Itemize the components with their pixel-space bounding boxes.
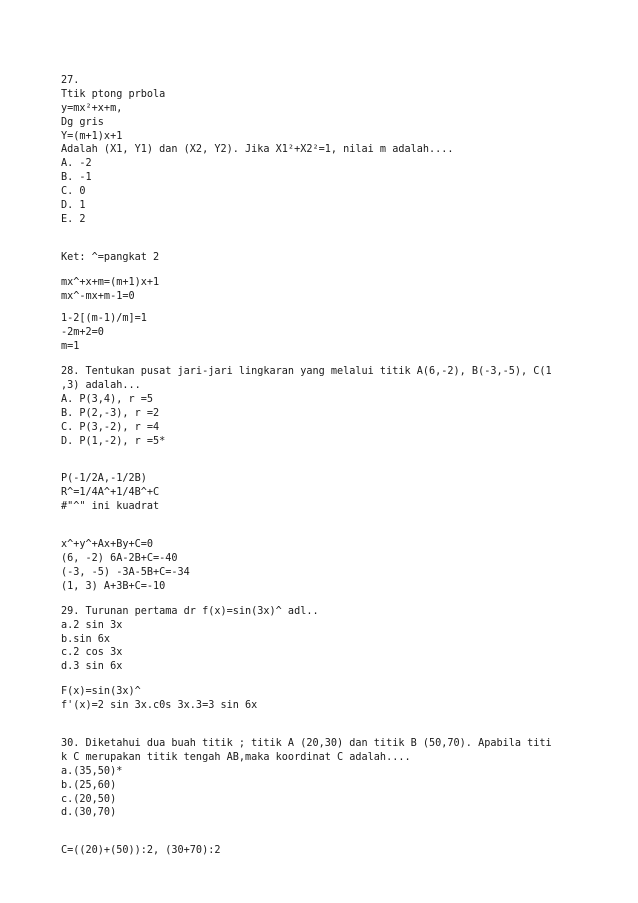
question-28-line: 28. Tentukan pusat jari-jari lingkaran yang melalui titik A(6,-2), B(-3,-5), C(1 <box>61 366 552 378</box>
working-line: (1, 3) A+3B+C=-10 <box>61 580 166 592</box>
spacer <box>61 713 621 737</box>
question-27-note <box>61 251 621 265</box>
question-29-option: c.2 cos 3x <box>61 647 123 659</box>
working-line: #"^" ini kuadrat <box>61 501 160 513</box>
working-line: f'(x)=2 sin 3x.c0s 3x.3=3 sin 6x <box>61 700 258 712</box>
question-29-option: b.sin 6x <box>61 633 111 645</box>
document-body <box>61 74 621 858</box>
question-29 <box>61 605 621 674</box>
working-line: mx^-mx+m-1=0 <box>61 290 135 302</box>
question-28 <box>61 365 621 448</box>
spacer <box>61 820 621 844</box>
question-28-option: D. P(1,-2), r =5* <box>61 435 166 447</box>
spacer <box>61 514 621 538</box>
question-29-working <box>61 685 621 713</box>
question-27-option: C. 0 <box>61 186 86 198</box>
spacer <box>61 227 621 251</box>
question-30-option: d.(30,70) <box>61 807 117 819</box>
question-28-option: A. P(3,4), r =5 <box>61 393 154 405</box>
question-27-line: y=mx²+x+m, <box>61 102 123 114</box>
question-27-option: B. -1 <box>61 172 92 184</box>
working-line: C=((20)+(50)):2, (30+70):2 <box>61 845 221 857</box>
spacer <box>61 303 621 312</box>
question-27 <box>61 74 621 227</box>
question-30-option: b.(25,60) <box>61 779 117 791</box>
question-30-line: k C merupakan titik tengah AB,maka koordinat C adalah.... <box>61 751 411 763</box>
question-27-line: Y=(m+1)x+1 <box>61 130 123 142</box>
question-28-line: ,3) adalah... <box>61 380 141 392</box>
working-line: x^+y^+Ax+By+C=0 <box>61 539 154 551</box>
question-28-option: B. P(2,-3), r =2 <box>61 407 160 419</box>
question-27-option: E. 2 <box>61 213 86 225</box>
question-27-working-2 <box>61 312 621 354</box>
question-27-line: 27. <box>61 75 80 86</box>
question-27-working-1 <box>61 276 621 304</box>
working-line: 1-2[(m-1)/m]=1 <box>61 313 147 325</box>
question-30-line: 30. Diketahui dua buah titik ; titik A (20,30) dan titik B (50,70). Apabila titi <box>61 737 552 749</box>
spacer <box>61 674 621 685</box>
question-27-line: Adalah (X1, Y1) dan (X2, Y2). Jika X1²+X2²=1, nilai m adalah.... <box>61 144 454 156</box>
note-line: Ket: ^=pangkat 2 <box>61 251 160 263</box>
question-29-line: 29. Turunan pertama dr f(x)=sin(3x)^ adl.. <box>61 605 319 617</box>
question-28-option: C. P(3,-2), r =4 <box>61 421 160 433</box>
question-27-option: D. 1 <box>61 200 86 212</box>
working-line: -2m+2=0 <box>61 327 104 339</box>
question-28-working-1 <box>61 472 621 514</box>
question-27-option: A. -2 <box>61 158 92 170</box>
working-line: P(-1/2A,-1/2B) <box>61 473 147 485</box>
working-line: mx^+x+m=(m+1)x+1 <box>61 276 160 288</box>
question-27-line: Dg gris <box>61 116 104 128</box>
working-line: m=1 <box>61 341 80 353</box>
question-29-option: a.2 sin 3x <box>61 619 123 631</box>
question-30 <box>61 737 621 820</box>
spacer <box>61 265 621 276</box>
question-30-option: a.(35,50)* <box>61 765 123 777</box>
question-30-option: c.(20,50) <box>61 793 117 805</box>
spacer <box>61 354 621 365</box>
question-30-working <box>61 844 621 858</box>
working-line: (-3, -5) -3A-5B+C=-34 <box>61 566 190 578</box>
question-27-line: Ttik ptong prbola <box>61 88 166 100</box>
question-28-working-2 <box>61 538 621 594</box>
working-line: F(x)=sin(3x)^ <box>61 686 141 698</box>
working-line: (6, -2) 6A-2B+C=-40 <box>61 553 178 565</box>
working-line: R^=1/4A^+1/4B^+C <box>61 487 160 499</box>
question-29-option: d.3 sin 6x <box>61 661 123 673</box>
spacer <box>61 448 621 472</box>
spacer <box>61 594 621 605</box>
